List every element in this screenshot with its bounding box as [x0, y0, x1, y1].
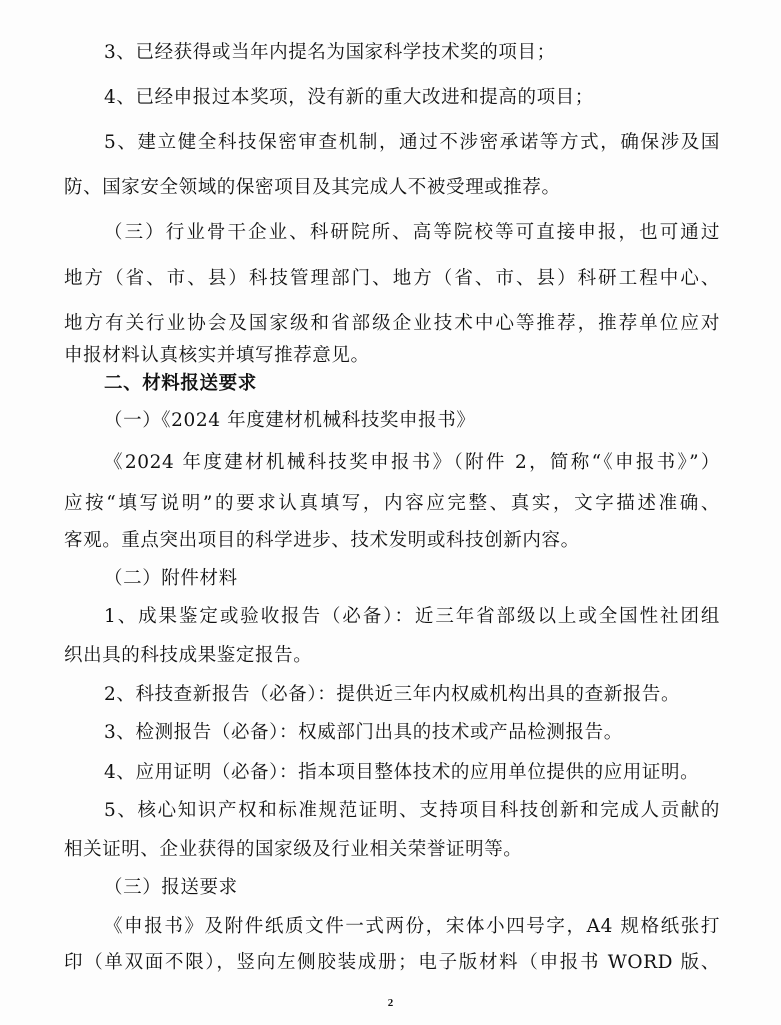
text-line-23: 《申报书》及附件纸质文件一式两份，宋体小四号字，A4 规格纸张打 [104, 916, 720, 937]
text-line-16: 织出具的科技成果鉴定报告。 [64, 645, 313, 666]
text-line-2: 4、已经申报过本奖项，没有新的重大改进和提高的项目； [104, 87, 594, 108]
text-line-6: 地方（省、市、县）科技管理部门、地方（省、市、县）科研工程中心、 [64, 268, 720, 289]
subsection-heading-2: （二）附件材料 [104, 568, 238, 589]
subsection-heading-3: （三）报送要求 [104, 877, 238, 898]
text-line-19: 4、应用证明（必备）：指本项目整体技术的应用单位提供的应用证明。 [104, 762, 700, 783]
text-line-17: 2、科技查新报告（必备）：提供近三年内权威机构出具的查新报告。 [104, 684, 681, 705]
text-line-18: 3、检测报告（必备）：权威部门出具的技术或产品检测报告。 [104, 722, 623, 743]
section-heading: 二、材料报送要求 [104, 373, 257, 394]
text-line-1: 3、已经获得或当年内提名为国家科学技术奖的项目； [104, 42, 556, 63]
text-line-21: 相关证明、企业获得的国家级及行业相关荣誉证明等。 [64, 839, 523, 860]
text-line-5: （三）行业骨干企业、科研院所、高等院校等可直接申报，也可通过 [104, 222, 720, 243]
text-line-11: 《2024 年度建材机械科技奖申报书》（附件 2，简称“《申报书》”） [104, 452, 720, 473]
text-line-7: 地方有关行业协会及国家级和省部级企业技术中心等推荐，推荐单位应对 [64, 313, 720, 334]
text-line-13: 客观。重点突出项目的科学进步、技术发明或科技创新内容。 [64, 530, 580, 551]
text-line-8: 申报材料认真核实并填写推荐意见。 [64, 345, 370, 366]
text-line-3: 5、建立健全科技保密审查机制，通过不涉密承诺等方式，确保涉及国 [104, 132, 720, 153]
text-line-20: 5、核心知识产权和标准规范证明、支持项目科技创新和完成人贡献的 [104, 800, 720, 821]
text-line-24: 印（单双面不限），竖向左侧胶装成册；电子版材料（申报书 WORD 版、 [64, 952, 720, 973]
text-line-4: 防、国家安全领域的保密项目及其完成人不被受理或推荐。 [64, 177, 561, 198]
page-number: 2 [387, 997, 394, 1009]
text-line-15: 1、成果鉴定或验收报告（必备）：近三年省部级以上或全国性社团组 [104, 606, 720, 627]
subsection-heading-1: （一）《2024 年度建材机械科技奖申报书》 [104, 410, 476, 431]
text-line-12: 应按“填写说明”的要求认真填写，内容应完整、真实，文字描述准确、 [64, 493, 720, 514]
